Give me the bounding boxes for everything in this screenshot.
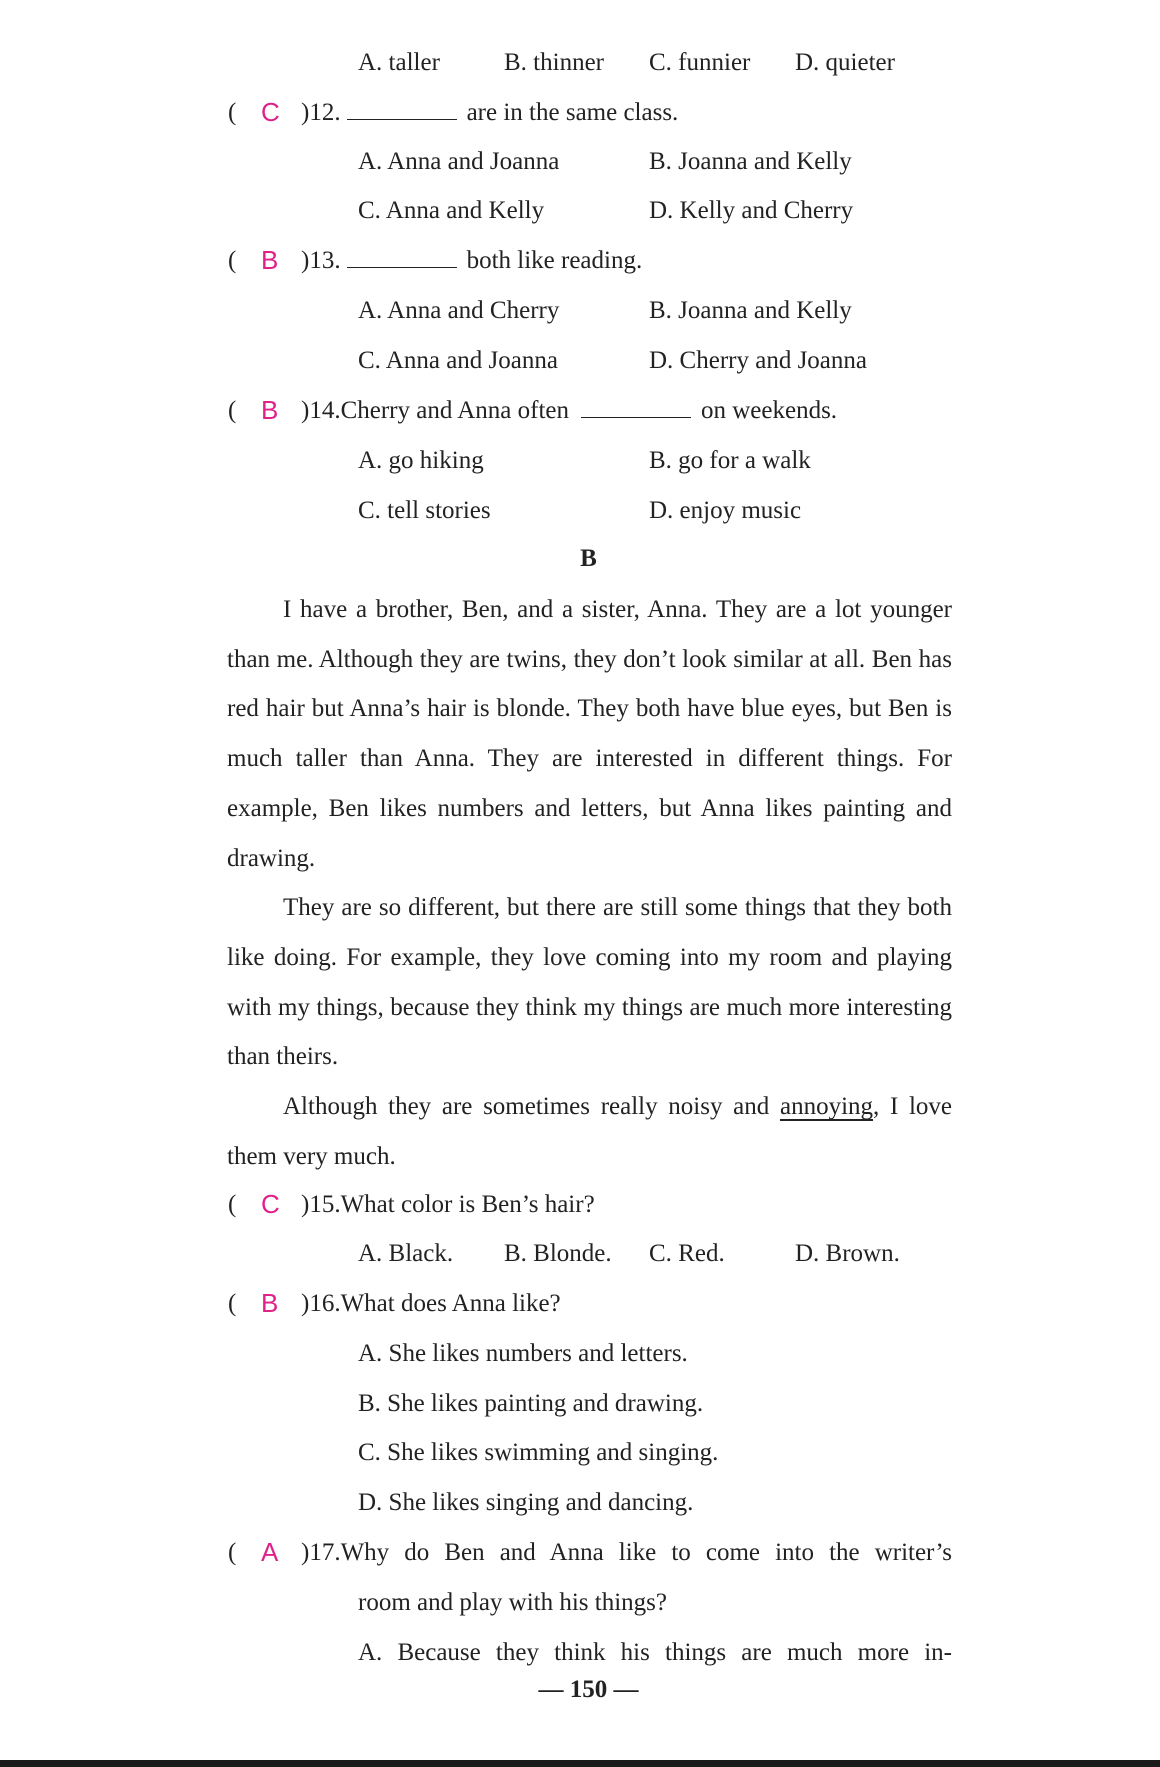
q14-stem xyxy=(301,395,837,427)
q12-paren: ( xyxy=(228,99,237,126)
q15-paren: ( xyxy=(228,1191,237,1218)
q15-stem-text: What color is Ben’s hair? xyxy=(340,1191,595,1218)
q12-stem-text: are in the same class. xyxy=(466,99,679,126)
q15-answer: C xyxy=(261,1189,280,1219)
q12-option-c: C. Anna and Kelly xyxy=(358,197,545,224)
q13-blank xyxy=(347,245,457,268)
q12-answer: C xyxy=(261,97,280,127)
q14-stem-after: on weekends. xyxy=(700,397,838,424)
q14-blank xyxy=(581,395,691,418)
q11-option-c: C. funnier xyxy=(649,49,751,76)
q17-answer: A xyxy=(261,1537,279,1567)
q12-option-d: D. Kelly and Cherry xyxy=(649,197,854,224)
q16-number: )16. xyxy=(301,1290,341,1317)
q13-paren: ( xyxy=(228,247,237,274)
q16-option-b: B. She likes painting and drawing. xyxy=(358,1390,704,1417)
q15-option-b: B. Blonde. xyxy=(504,1240,612,1267)
q14-option-b: B. go for a walk xyxy=(649,447,811,474)
q14-option-a: A. go hiking xyxy=(358,447,484,474)
passage-paragraph-2: They are so different, but there are still some things that they both like doing. For example, they love coming into my room and playing with my things, because they think my things are much more interesting than theirs. xyxy=(227,894,952,1071)
q12-option-a: A. Anna and Joanna xyxy=(358,148,560,175)
reading-passage xyxy=(227,585,952,1181)
q13-option-a: A. Anna and Cherry xyxy=(358,297,560,324)
q13-answer: B xyxy=(261,245,279,275)
q16-stem xyxy=(301,1288,561,1320)
q11-option-a: A. taller xyxy=(358,49,440,76)
section-heading: B xyxy=(580,545,597,572)
q15-option-c: C. Red. xyxy=(649,1240,725,1267)
q15-option-a: A. Black. xyxy=(358,1240,454,1267)
q13-option-b: B. Joanna and Kelly xyxy=(649,297,852,324)
q17-stem-line2: room and play with his things? xyxy=(358,1589,667,1616)
q16-option-d: D. She likes singing and dancing. xyxy=(358,1489,694,1516)
q17-number: )17. xyxy=(301,1539,341,1566)
q13-stem-text: both like reading. xyxy=(466,247,643,274)
q12-option-b: B. Joanna and Kelly xyxy=(649,148,852,175)
q13-option-c: C. Anna and Joanna xyxy=(358,347,558,374)
q17-stem-line1: Why do Ben and Anna like to come into the writer’s xyxy=(340,1539,952,1566)
q15-stem xyxy=(301,1189,595,1221)
q17-stem xyxy=(301,1537,952,1569)
passage-underlined-word: annoying xyxy=(779,1093,874,1121)
q17-paren: ( xyxy=(228,1539,237,1566)
q14-option-c: C. tell stories xyxy=(358,497,491,524)
q14-option-d: D. enjoy music xyxy=(649,497,802,524)
q16-option-c: C. She likes swimming and singing. xyxy=(358,1439,719,1466)
q16-answer: B xyxy=(261,1288,279,1318)
q11-option-d: D. quieter xyxy=(795,49,895,76)
q13-stem xyxy=(301,245,642,277)
q14-paren: ( xyxy=(228,397,237,424)
q14-stem-before: Cherry and Anna often xyxy=(340,397,569,424)
passage-paragraph-1: I have a brother, Ben, and a sister, Anna. They are a lot younger than me. Although they are twins, they don’t look similar at all. Ben has red hair but Anna’s hair is blonde. They both have blue eyes, but Ben is much taller than Anna. They are interested in different things. For example, Ben likes numbers and letters, but Anna likes painting and drawing. xyxy=(227,596,952,872)
q17-option-a: A. Because they think his things are much more in- xyxy=(358,1639,952,1666)
q12-number: )12. xyxy=(301,99,341,126)
q12-stem xyxy=(301,97,678,129)
q15-number: )15. xyxy=(301,1191,341,1218)
q13-option-d: D. Cherry and Joanna xyxy=(649,347,867,374)
passage-p3-before: Although they are sometimes really noisy and xyxy=(283,1093,770,1121)
q16-option-a: A. She likes numbers and letters. xyxy=(358,1340,688,1367)
q11-option-b: B. thinner xyxy=(504,49,604,76)
passage-p3-after: , I love them very much. xyxy=(227,1093,953,1170)
q14-answer: B xyxy=(261,395,279,425)
page-number: — 150 — xyxy=(538,1676,639,1703)
q16-stem-text: What does Anna like? xyxy=(340,1290,561,1317)
q14-number: )14. xyxy=(301,397,341,424)
q12-blank xyxy=(347,97,457,120)
passage-paragraph-3 xyxy=(227,1082,952,1181)
q16-paren: ( xyxy=(228,1290,237,1317)
bottom-edge-bar xyxy=(0,1760,1160,1767)
q15-option-d: D. Brown. xyxy=(795,1240,900,1267)
q13-number: )13. xyxy=(301,247,341,274)
